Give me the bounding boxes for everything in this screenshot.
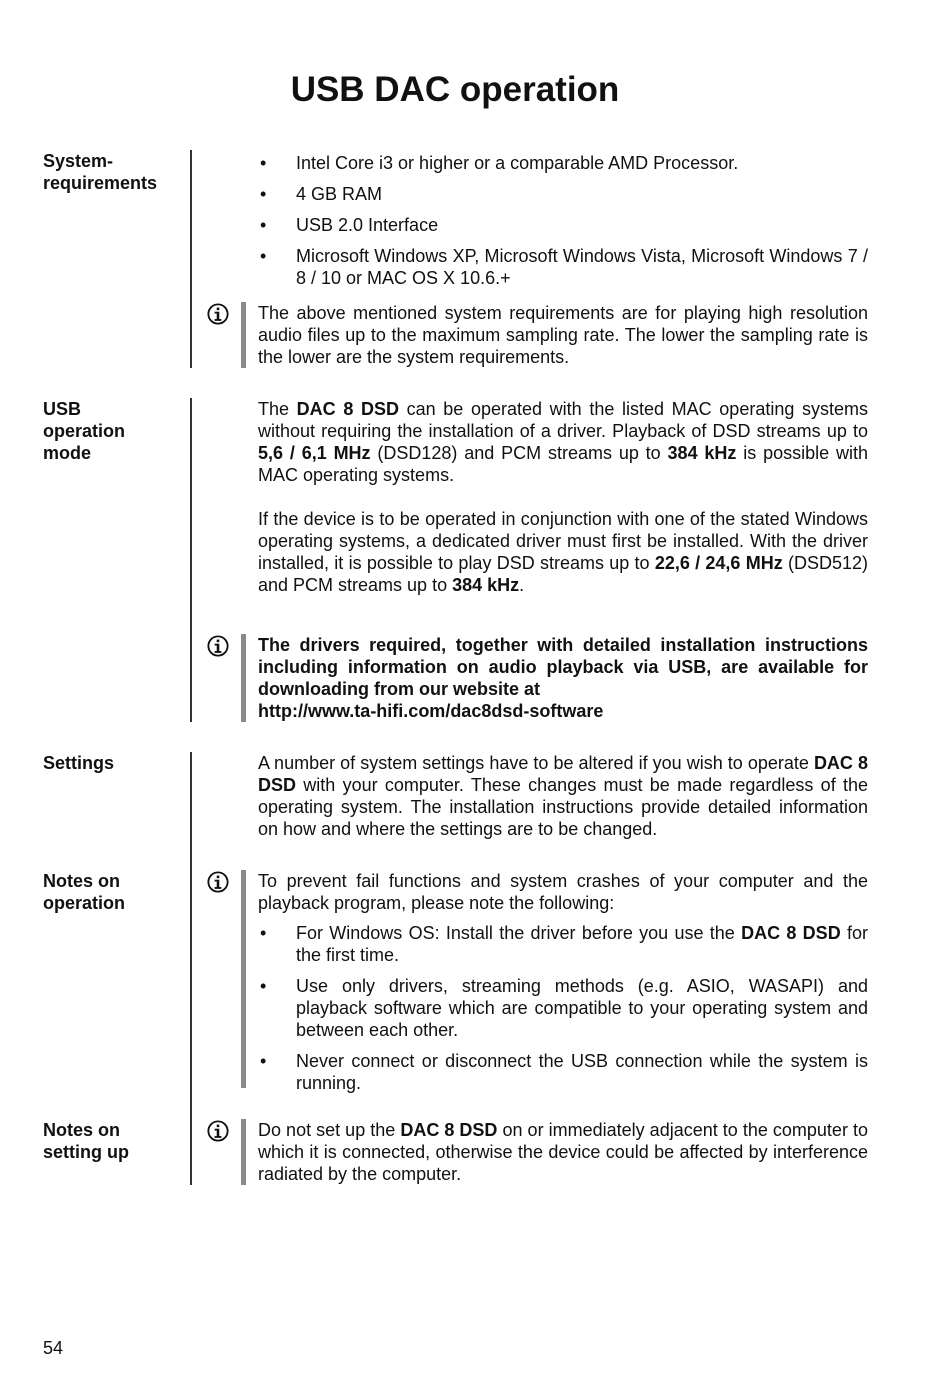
list-item: • Microsoft Windows XP, Microsoft Windows Vista, Microsoft Windows 7 / 8 / 10 or MAC OS X 10.6.+ bbox=[260, 246, 868, 288]
requirements-list bbox=[258, 152, 868, 289]
page-number: 54 bbox=[43, 1338, 64, 1358]
list-item: • USB 2.0 Interface bbox=[260, 215, 439, 235]
info-circle-icon bbox=[207, 1120, 229, 1142]
settings-paragraph: A number of system settings have to be altered if you wish to operate DAC 8 DSD with your computer. These changes must be made regardless of the operating system. The installation instructions provide detailed information on how and where the settings are to be changed. bbox=[258, 753, 868, 839]
note-bar bbox=[241, 302, 246, 368]
section-label: USB operation mode bbox=[43, 399, 126, 463]
note-bar bbox=[241, 634, 246, 722]
section-divider bbox=[190, 150, 192, 368]
list-item: • Intel Core i3 or higher or a comparable AMD Processor. bbox=[260, 153, 739, 173]
section-label: System- requirements bbox=[43, 151, 158, 193]
info-circle-icon bbox=[207, 303, 229, 325]
info-circle-icon bbox=[207, 871, 229, 893]
list-item: • 4 GB RAM bbox=[260, 184, 383, 204]
software-download-link[interactable]: http://www.ta-hifi.com/dac8dsd-software bbox=[258, 701, 604, 721]
section-label: Settings bbox=[43, 753, 115, 773]
list-item: • Never connect or disconnect the USB connection while the system is running. bbox=[260, 1051, 868, 1093]
note-bar bbox=[241, 870, 246, 1088]
section-divider bbox=[190, 398, 192, 722]
note-text: The above mentioned system requirements are for playing high resolution audio files up to the maximum sampling rate. The lower the sampling rate is the lower are the system requirements. bbox=[258, 303, 868, 367]
usb-mode-paragraph-1: The DAC 8 DSD can be operated with the listed MAC operating systems without requiring the installation of a driver. Playback of DSD streams up to 5,6 / 6,1 MHz (DSD128) and PCM streams up to 384 kHz is possible with MAC operating systems. bbox=[258, 399, 869, 485]
page-title: USB DAC operation bbox=[290, 70, 620, 109]
section-divider bbox=[190, 1119, 192, 1185]
section-label: Notes on setting up bbox=[43, 1120, 129, 1162]
operation-notes-list bbox=[258, 922, 868, 1094]
list-item: • Use only drivers, streaming methods (e.g. ASIO, WASAPI) and playback software which are compatible to your operating system and between each other. bbox=[260, 976, 868, 1040]
info-circle-icon bbox=[207, 635, 229, 657]
list-item: • For Windows OS: Install the driver before you use the DAC 8 DSD for the first time. bbox=[260, 923, 868, 965]
note-text: The drivers required, together with detailed installation instructions including information on audio playback via USB, are available for downloading from our website at bbox=[258, 635, 868, 699]
note-bar bbox=[241, 1119, 246, 1185]
usb-mode-paragraph-2: If the device is to be operated in conjunction with one of the stated Windows operating systems, a dedicated driver must first be installed. With the driver installed, it is possible to play DSD streams up to 22,6 / 24,6 MHz (DSD512) and PCM streams up to 384 kHz. bbox=[258, 509, 868, 595]
note-text: To prevent fail functions and system crashes of your computer and the playback program, please note the following: bbox=[258, 871, 868, 913]
section-label: Notes on operation bbox=[43, 871, 126, 913]
note-text: Do not set up the DAC 8 DSD on or immediately adjacent to the computer to which it is connected, otherwise the device could be affected by interference radiated by the computer. bbox=[258, 1120, 868, 1184]
